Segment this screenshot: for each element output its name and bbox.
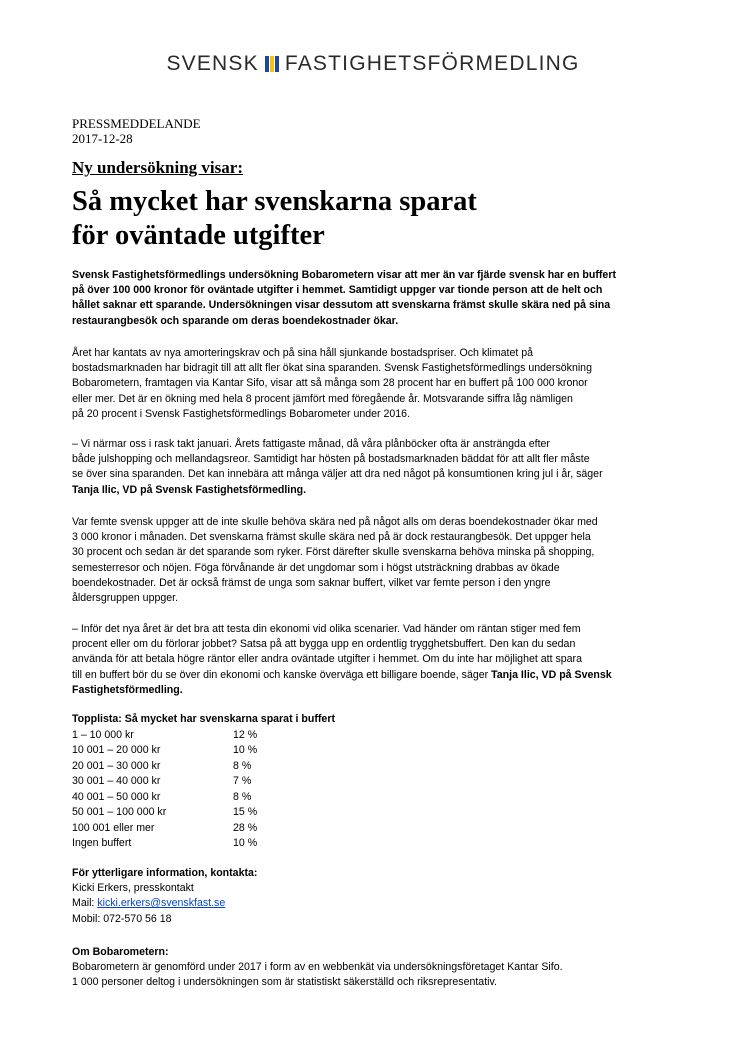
contact-heading: För ytterligare information, kontakta: — [72, 867, 258, 879]
percent: 10 % — [233, 744, 258, 756]
text-line: – Vi närmar oss i rask takt januari. Årets fattigaste månad, då våra plånböcker ofta är ansträngda efter — [72, 438, 550, 450]
logo-text-left: SVENSK — [166, 52, 259, 75]
text-line: boendekostnader. Det är också främst de unga som saknar buffert, vilket var femte person i den yngre — [72, 576, 551, 589]
headline-line-1: Så mycket har svenskarna sparat — [72, 186, 477, 217]
mail-label: Mail: — [72, 897, 98, 910]
contact-block — [72, 866, 672, 927]
headline-line-2: för oväntade utgifter — [72, 220, 325, 251]
percent: 28 % — [233, 821, 258, 834]
lead-line: Svensk Fastighetsförmedlings undersökning Bobarometern visar att mer än var fjärde svensk har en buffert — [72, 269, 616, 281]
quote-attribution: Tanja Ilic, VD på Svensk Fastighetsförmedling. — [72, 483, 307, 496]
percent: 8 % — [233, 790, 252, 803]
range: Ingen buffert — [72, 837, 132, 849]
quote-attribution: Tanja Ilic, VD på Svensk — [491, 668, 612, 681]
text-line: Året har kantats av nya amorteringskrav och på sina håll sjunkande bostadspriser. Och klimatet på — [72, 347, 534, 359]
quote-attribution: Fastighetsförmedling. — [72, 683, 183, 696]
savings-toplist — [72, 712, 472, 852]
range: 50 001 – 100 000 kr — [72, 806, 167, 818]
contact-phone: Mobil: 072-570 56 18 — [72, 912, 172, 925]
about-block — [72, 945, 672, 991]
about-heading: Om Bobarometern: — [72, 946, 169, 958]
toplist-title: Topplista: Så mycket har svenskarna sparat i buffert — [72, 713, 335, 725]
email-link[interactable]: kicki.erkers@svenskfast.se — [97, 897, 226, 910]
text-line: på 20 procent i Svensk Fastighetsförmedlings Bobarometer under 2016. — [72, 407, 411, 420]
range: 100 001 eller mer — [72, 821, 155, 834]
company-logo — [0, 52, 746, 76]
lead-line: på över 100 000 kronor för oväntade utgifter i hemmet. Samtidigt uppger var tionde person att de helt och — [72, 284, 603, 297]
list-item — [72, 790, 472, 806]
text-line: se över sina sparanden. Det kan innebära att många väljer att dra ned något på konsumtionen kring jul i år, säger — [72, 468, 603, 481]
text-line: Bobarometern, framtagen via Kantar Sifo, visar att så många som 28 procent har en buffert på 100 000 kronor — [72, 377, 588, 390]
list-item — [72, 743, 472, 759]
list-item — [72, 821, 472, 837]
range: 1 – 10 000 kr — [72, 728, 134, 741]
paragraph-2 — [72, 437, 672, 498]
range: 10 001 – 20 000 kr — [72, 744, 161, 756]
press-release-label: PRESSMEDDELANDE — [72, 116, 201, 131]
swedish-flag-icon — [265, 56, 279, 72]
percent: 10 % — [233, 837, 258, 849]
list-item — [72, 728, 472, 744]
text-line: både julshopping och mellandagsreor. Samtidigt har hösten på bostadsmarknaden bäddat för att allt fler måste — [72, 453, 590, 466]
percent: 7 % — [233, 775, 252, 787]
lead-line: restaurangbesök och sparande om deras boendekostnader ökar. — [72, 314, 399, 327]
text-line: åldersgruppen uppger. — [72, 592, 179, 605]
text-line: – Inför det nya året är det bra att testa din ekonomi vid olika scenarier. Vad händer om räntan stiger med fem — [72, 623, 581, 635]
percent: 8 % — [233, 759, 252, 772]
list-item — [72, 774, 472, 790]
text-line: använda för att betala högre räntor eller andra oväntade utgifter i hemmet. Om du inte har möjlighet att spara — [72, 653, 582, 666]
text-line: 3 000 kronor i månaden. Det svenskarna främst skulle skära ned på är dock restaurangbesök. Det uppger hela — [72, 531, 591, 544]
headline — [72, 185, 672, 253]
paragraph-1 — [72, 346, 672, 422]
text-line: Var femte svensk uppger att de inte skulle behöva skära ned på något alls om deras boendekostnader ökar med — [72, 516, 598, 528]
logo-text-right: FASTIGHETSFÖRMEDLING — [284, 52, 580, 75]
paragraph-3 — [72, 515, 672, 606]
kicker: Ny undersökning visar: — [72, 158, 243, 177]
about-line: 1 000 personer deltog i undersökningen som är statistiskt säkerställd och riksrepresentativ. — [72, 976, 497, 989]
contact-name: Kicki Erkers, presskontakt — [72, 882, 194, 895]
about-line: Bobarometern är genomförd under 2017 i form av en webbenkät via undersökningsföretaget Kantar Sifo. — [72, 961, 563, 974]
range: 30 001 – 40 000 kr — [72, 775, 161, 787]
list-item — [72, 759, 472, 775]
percent: 15 % — [233, 806, 258, 818]
text-line: 30 procent och sedan är det sparande som ryker. Först därefter skulle svenskarna behöva minska på shopping, — [72, 546, 595, 559]
list-item — [72, 836, 472, 852]
paragraph-4 — [72, 622, 672, 698]
lead-paragraph — [72, 268, 672, 329]
text-line: semesterresor och nöjen. Föga förvånande är det ungdomar som i högst utsträckning drabbas av ökade — [72, 561, 560, 574]
release-date: 2017-12-28 — [72, 131, 133, 146]
list-item — [72, 805, 472, 821]
lead-line: hållet saknar ett sparande. Undersökningen visar dessutom att svenskarna främst skulle skära ned på sina — [72, 299, 611, 312]
percent: 12 % — [233, 728, 258, 741]
range: 20 001 – 30 000 kr — [72, 759, 161, 772]
text-line: eller mer. Det är en ökning med hela 8 procent jämfört med föregående år. Motsvarande siffra låg nämligen — [72, 392, 573, 405]
range: 40 001 – 50 000 kr — [72, 790, 161, 803]
text-line: procent eller om du förlorar jobbet? Satsa på att bygga upp en ordentlig trygghetsbuffert. Den kan du sedan — [72, 638, 576, 651]
text-line: till en buffert bör du se över din ekonomi och kanske överväga ett billigare boende, säger — [72, 668, 492, 681]
text-line: bostadsmarknaden har bidragit till att allt fler ökat sina sparanden. Svensk Fastighetsförmedlings undersökning — [72, 362, 592, 375]
